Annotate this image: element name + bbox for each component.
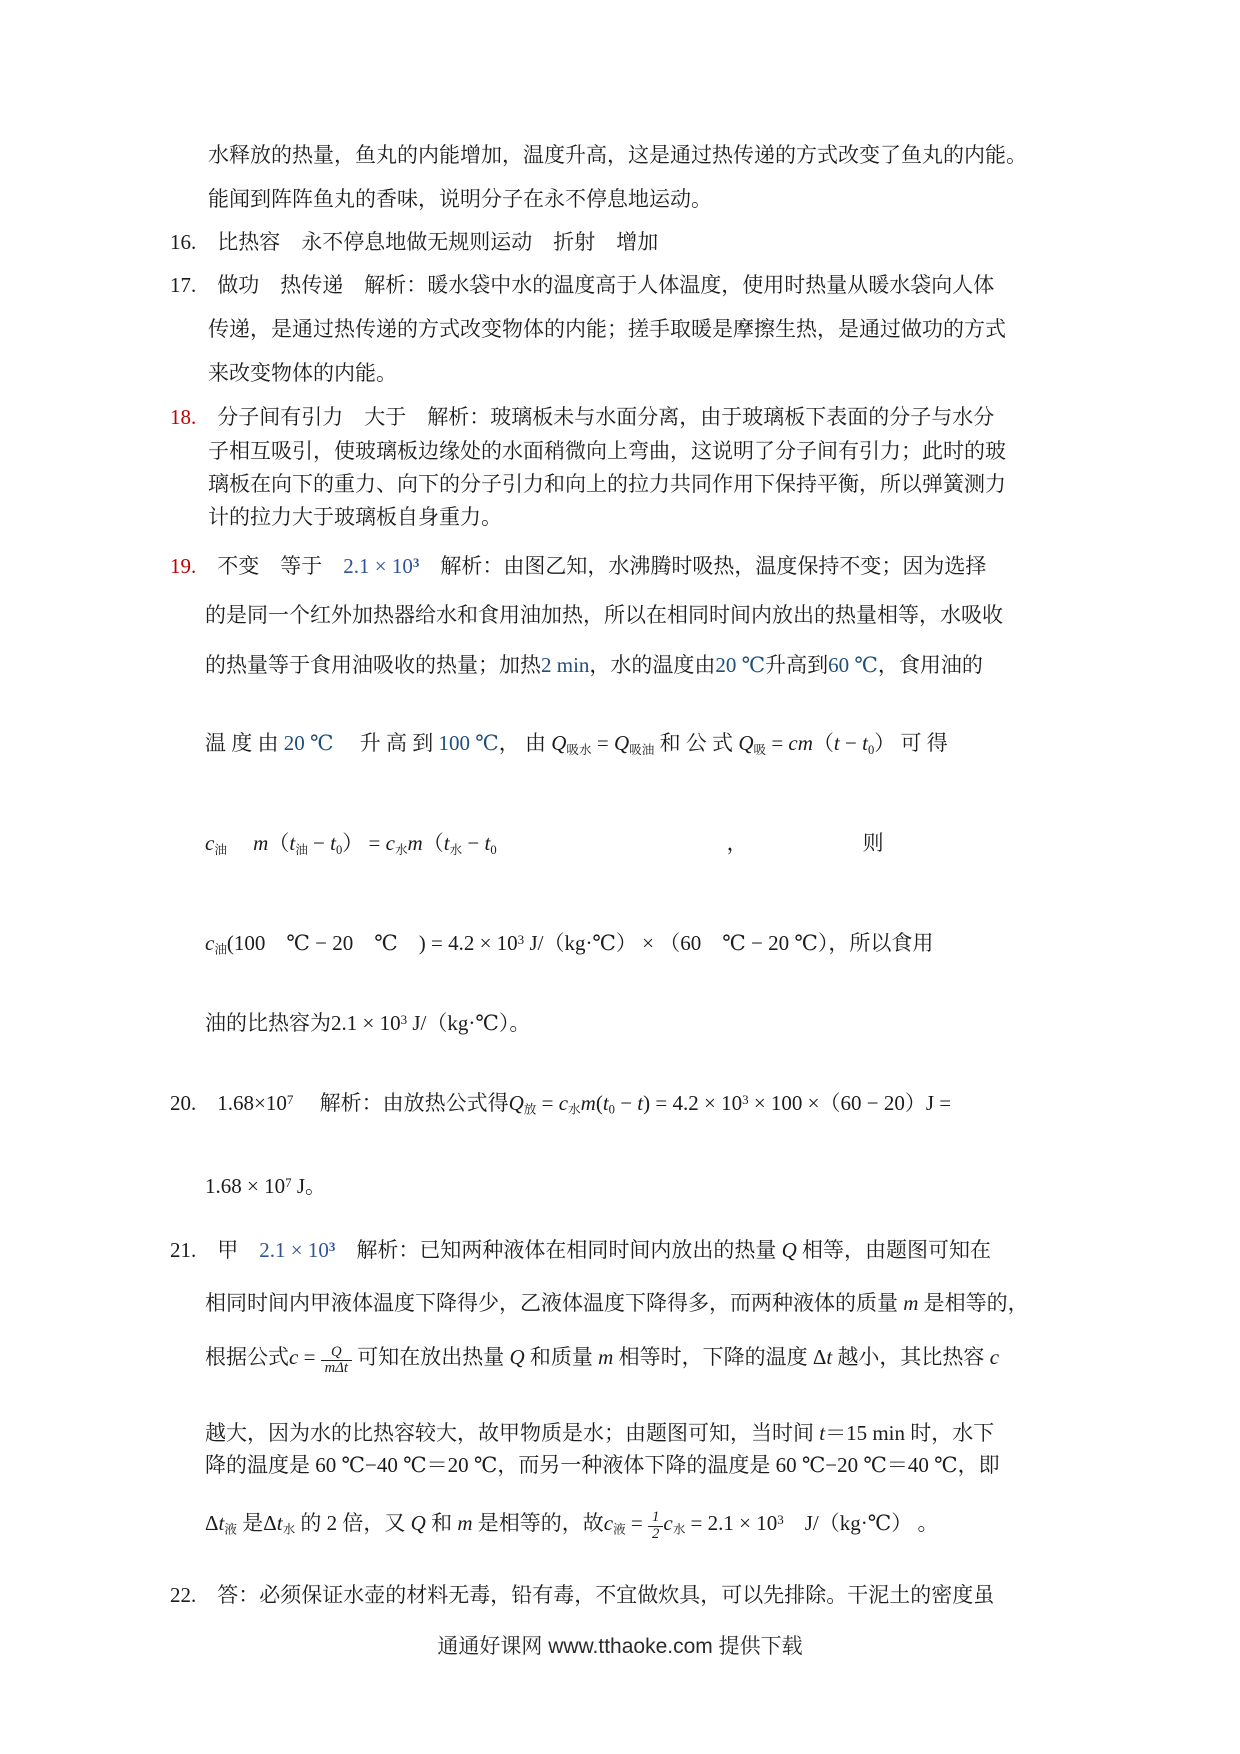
text-segment: = [536,1090,559,1115]
text-segment: 和 公 式 [654,731,739,755]
text-segment: (100 ℃ − 20 ℃ ) = 4.2 × 10 [226,930,518,955]
text-segment: 20 ℃ [715,653,766,677]
text-segment: = 2.1 × 10 [685,1510,778,1535]
text-segment: 21. [170,1237,197,1262]
text-segment: Q [508,1090,524,1115]
text-segment: J。 [291,1173,327,1198]
text-segment: 解析：由图乙知，水沸腾时吸热，温度保持不变；因为选择 [419,553,987,578]
text-segment: 温 度 由 [205,731,284,755]
text-segment: 来改变物体的内能。 [208,361,397,385]
text-segment: 2.1 × 10 [259,1237,329,1262]
text-segment: c [603,1510,614,1535]
text-segment: ， 由 [498,731,552,755]
text-segment: 油的比热容为2.1 × 10 [205,1010,401,1035]
text-segment: J/（kg·℃） × （60 ℃ − 20 ℃），所以食用 [524,930,934,955]
text-segment: 越大，因为水的比热容较大，故甲物质是水；由题图可知，当时间 [205,1421,820,1445]
text-segment: c [289,1345,299,1369]
text-segment: 的热量等于食用油吸收的热量；加热 [205,653,541,677]
text-line [170,402,994,432]
text-segment: 油 [295,842,308,857]
text-segment: 0 [335,842,343,857]
text-segment: Q [509,1345,525,1369]
footer-watermark: 通通好课网 www.tthaoke.com 提供下载 [437,1635,803,1658]
text-segment: 1.68×10 [196,1090,287,1115]
text-segment: 根据公式 [205,1345,289,1369]
text-segment: 吸油 [629,742,655,757]
text-segment: t [276,1510,283,1535]
text-segment: 相等，由题图可知在 [796,1237,992,1262]
text-segment: 液 [613,1522,626,1537]
text-line [208,314,1006,344]
text-segment: t [330,831,336,855]
text-segment: 是相等的， [918,1291,1029,1315]
text-segment: 是Δ [236,1510,277,1535]
text-segment: 16. [170,230,197,254]
text-segment: m [253,831,269,855]
text-line [205,1342,999,1377]
text-segment: Q [410,1510,426,1535]
text-segment: Q [738,731,754,755]
text-line [170,227,658,257]
text-segment: 可知在放出热量 [351,1345,510,1369]
text-segment: 100 ℃ [438,731,499,755]
text-segment: 相同时间内甲液体温度下降得少，乙液体温度下降得多，而两种液体的质量 [205,1291,904,1315]
text-line [205,925,933,965]
text-segment: 水 [672,1522,686,1537]
text-segment: 18. [170,405,197,429]
text-segment: t [862,731,868,755]
text-line [208,469,1006,499]
text-line [205,1168,326,1201]
text-segment: 吸水 [566,742,592,757]
text-segment: 油 [214,942,227,957]
text-line [205,728,948,765]
text-segment: 璃板在向下的重力、向下的分子引力和向上的拉力共同作用下保持平衡，所以弹簧测力 [208,472,1006,496]
text-segment: ） = [342,831,386,855]
text-segment: 22. [170,1583,197,1607]
text-line [170,1232,991,1265]
text-segment: 1.68 × 10 [205,1173,286,1198]
text-segment: 相等时，下降的温度 Δ [613,1345,827,1369]
fraction: $\frac{Q}{\text{mΔt}}$ [321,1345,352,1377]
text-segment: 0 [490,842,497,857]
text-segment: = [625,1510,649,1535]
text-segment: 17. [170,273,197,297]
text-segment: × 100 ×（60 − 20）J = [748,1090,952,1115]
text-segment: t [218,1510,225,1535]
text-segment: 3 [328,1239,336,1254]
text-segment: t [826,1345,833,1369]
text-segment: 7 [286,1092,294,1107]
text-segment: 0 [867,742,875,757]
text-segment: 水 [449,842,463,857]
text-segment: t [602,1090,609,1115]
text-segment: 升 高 到 [333,731,439,755]
text-segment: ＝15 min 时，水下 [825,1421,995,1445]
text-segment: 传递，是通过热传递的方式改变物体的内能；搓手取暖是摩擦生热，是通过做功的方式 [208,317,1006,341]
text-segment: 的 2 倍，又 [295,1510,411,1535]
text-segment: m [457,1510,473,1535]
text-line [208,140,1027,170]
text-segment: c [558,1090,569,1115]
text-segment: ） 可 得 [874,731,948,755]
text-segment: ，食用油的 [877,653,983,677]
text-segment: 7 [285,1175,292,1190]
text-segment: cm [788,731,813,755]
text-line [170,270,994,300]
text-segment: Q [781,1237,797,1262]
text-segment: （ [812,731,834,755]
text-segment: m [580,1090,596,1115]
text-segment: 水释放的热量，鱼丸的内能增加，温度升高，这是通过热传递的方式改变了鱼丸的内能。 [208,143,1027,167]
text-segment: − [839,731,863,755]
text-segment: c [205,930,215,955]
text-segment: c [385,831,395,855]
text-segment: 能闻到阵阵鱼丸的香味，说明分子在永不停息地运动。 [208,187,712,211]
text-segment: 和 [425,1510,458,1535]
text-segment: 3 [777,1512,784,1527]
text-line [205,1288,1029,1318]
text-line [205,1005,530,1038]
text-segment: ， [726,831,748,855]
text-line [170,1580,994,1610]
text-segment: 比热容 永不停息地做无规则运动 折射 增加 [196,230,659,254]
text-line [205,1418,994,1448]
text-segment: 3 [412,555,420,570]
text-segment: 的是同一个红外加热器给水和食用油加热，所以在相同时间内放出的热量相等，水吸收 [205,603,1003,627]
text-segment: 甲 [196,1237,260,1262]
text-line [205,1505,938,1545]
text-segment: t [833,731,840,755]
text-segment: 吸 [753,742,767,757]
text-line [205,1450,1000,1480]
text-segment: − [614,1090,638,1115]
text-segment: 升高到 [765,653,829,677]
text-segment: 20. [170,1090,197,1115]
text-segment: t [819,1421,826,1445]
text-line [170,548,986,581]
text-segment: ( [595,1090,603,1115]
text-segment: − [307,831,331,855]
text-segment: Q [613,731,630,755]
text-segment: 2 min [541,653,590,677]
text-segment: t [289,831,296,855]
text-segment: 是相等的，故 [472,1510,604,1535]
text-segment: 计的拉力大于玻璃板自身重力。 [208,505,502,529]
text-segment: 水 [568,1102,581,1117]
text-segment: 分子间有引力 大于 解析：玻璃板未与水面分离，由于玻璃板下表面的分子与水分 [196,405,995,429]
text-line [205,600,1003,630]
text-line [170,1085,951,1125]
text-segment: 3 [742,1092,749,1107]
text-line [208,358,397,388]
text-segment: 液 [224,1522,237,1537]
text-segment: m [598,1345,614,1369]
text-segment: 不变 等于 [196,553,344,578]
text-segment: Δ [205,1510,219,1535]
text-segment: 解析：由放热公式得 [293,1090,509,1115]
text-segment: 越小，其比热容 [832,1345,990,1369]
text-segment: t [637,1090,644,1115]
text-segment: 20 ℃ [283,731,334,755]
text-segment: J/（kg·℃） 。 [783,1510,939,1535]
text-segment: 做功 热传递 解析：暖水袋中水的温度高于人体温度，使用时热量从暖水袋向人体 [196,273,995,297]
text-line [208,184,712,214]
text-segment: 2.1 × 10 [343,553,413,578]
text-segment: J/（kg·℃）。 [407,1010,531,1035]
text-segment: 水 [394,842,408,857]
text-line [208,436,1006,466]
text-segment: m [407,831,423,855]
text-segment: m [903,1291,919,1315]
text-segment: t [484,831,491,855]
text-segment: = [766,731,789,755]
text-segment: 降的温度是 60 ℃−40 ℃＝20 ℃，而另一种液体下降的温度是 60 ℃−20 ℃＝40 ℃，即 [205,1453,1000,1477]
text-segment: 解析：已知两种液体在相同时间内放出的热量 [335,1237,782,1262]
text-segment: c [205,831,215,855]
text-line [205,650,983,680]
text-segment: ，水的温度由 [589,653,716,677]
text-segment: 3 [400,1012,408,1027]
text-segment: t [443,831,450,855]
text-segment: 60 ℃ [828,653,878,677]
text-segment: c [989,1345,1000,1369]
text-segment: ) = 4.2 × 10 [643,1090,743,1115]
text-segment: = [298,1345,321,1369]
text-segment: 0 [608,1102,615,1117]
text-line [205,828,884,865]
text-segment: = [591,731,614,755]
text-segment: 水 [282,1522,296,1537]
text-line [208,502,502,532]
text-segment: 19. [170,553,197,578]
text-segment: c [663,1510,673,1535]
text-segment: 答：必须保证水壶的材料无毒，铅有毒，不宜做炊具，可以先排除。干泥土的密度虽 [196,1583,995,1607]
text-segment: 则 [862,831,884,855]
text-segment: − [462,831,485,855]
text-segment: 油 [214,842,227,857]
text-segment: 子相互吸引，使玻璃板边缘处的水面稍微向上弯曲，这说明了分子间有引力；此时的玻 [208,439,1006,463]
text-segment: 放 [523,1102,537,1117]
text-segment: Q [551,731,567,755]
text-segment: 3 [517,932,525,947]
text-segment [227,831,253,855]
fraction: $\frac{1}{2}$ [648,1510,663,1542]
text-segment: 和质量 [524,1345,599,1369]
text-segment: （ [268,831,290,855]
text-segment: （ [422,831,444,855]
